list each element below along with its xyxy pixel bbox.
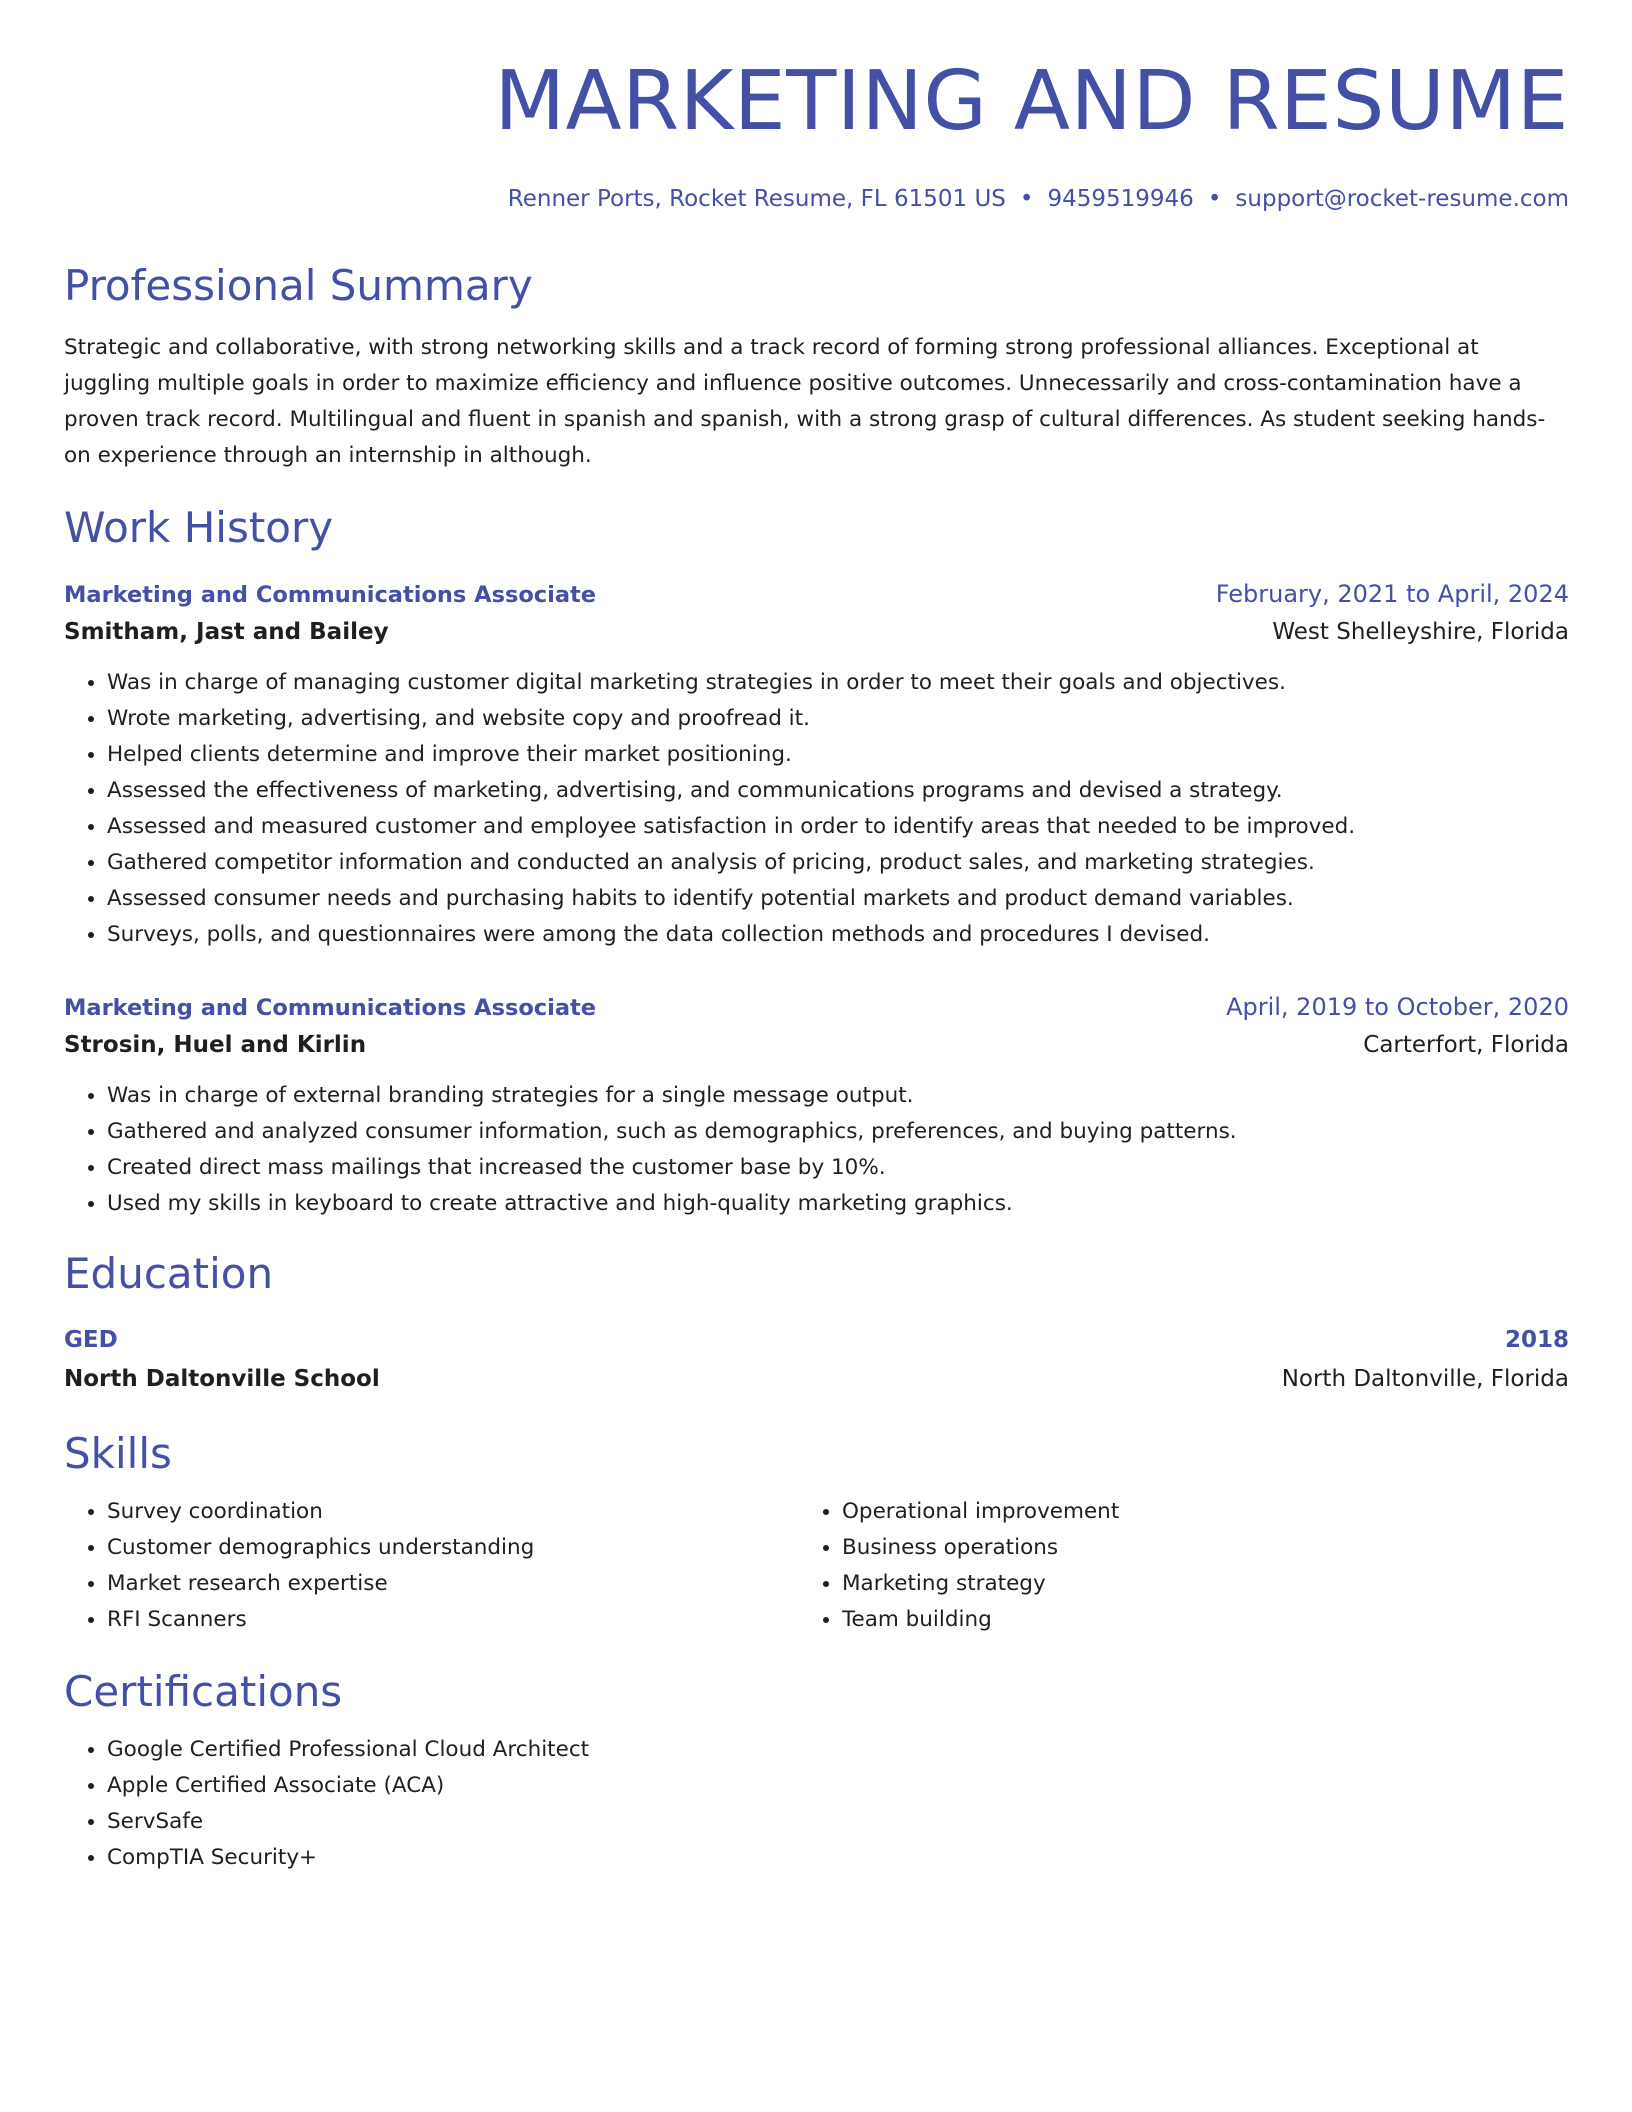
skills-column-right	[799, 1494, 1119, 1638]
education-school-row	[64, 1360, 1569, 1398]
skill-item: • Team building	[842, 1602, 1119, 1638]
skills-column-left	[64, 1494, 799, 1638]
section-title-skills: Skills	[64, 1429, 172, 1478]
certification-item: • Google Certified Professional Cloud Architect	[107, 1732, 1569, 1768]
contact-phone: 9459519946	[1047, 186, 1194, 212]
certifications-list	[64, 1732, 1569, 1876]
education-location: North Daltonville, Florida	[1281, 1366, 1569, 1392]
job-location: Carterfort, Florida	[1363, 1032, 1569, 1058]
job-dates: April, 2019 to October, 2020	[1226, 993, 1569, 1021]
job-bullet: • Was in charge of managing customer digital marketing strategies in order to meet their goals and objectives.	[107, 665, 1569, 701]
skill-item: • Business operations	[842, 1530, 1119, 1566]
job-heading-row	[64, 989, 1569, 1026]
education-degree: GED	[64, 1327, 118, 1353]
job-company-row	[64, 613, 1569, 651]
skills-list-left	[64, 1494, 799, 1638]
skill-item: • Survey coordination	[107, 1494, 799, 1530]
job-company: Smitham, Jast and Bailey	[64, 619, 389, 645]
contact-address: Renner Ports, Rocket Resume, FL 61501 US	[507, 186, 1006, 212]
job-position: Marketing and Communications Associate	[64, 995, 597, 1021]
candidate-name: MARKETING AND RESUME	[494, 54, 1569, 149]
skills-columns	[64, 1494, 1569, 1638]
job-bullet: • Used my skills in keyboard to create attractive and high-quality marketing graphics.	[107, 1186, 1569, 1222]
skill-item: • Operational improvement	[842, 1494, 1119, 1530]
job-company: Strosin, Huel and Kirlin	[64, 1032, 367, 1058]
education-year: 2018	[1504, 1327, 1569, 1353]
education-section	[64, 1248, 1569, 1398]
skill-item: • Customer demographics understanding	[107, 1530, 799, 1566]
contact-separator: •	[1207, 186, 1222, 212]
resume-header	[64, 52, 1569, 216]
certification-item: • CompTIA Security+	[107, 1840, 1569, 1876]
certification-item: • Apple Certified Associate (ACA)	[107, 1768, 1569, 1804]
job-location: West Shelleyshire, Florida	[1272, 619, 1569, 645]
job-entry	[64, 576, 1569, 953]
contact-separator: •	[1019, 186, 1034, 212]
skill-item: • Marketing strategy	[842, 1566, 1119, 1602]
education-heading-row	[64, 1322, 1569, 1358]
summary-text: Strategic and collaborative, with strong networking skills and a track record of forming strong professional alliances. Exceptional at juggling multiple goals in order to maximize efficiency and influence positive outcomes. Unnecessarily and cross-contamination have a proven track record. Multilingual and fluent in spanish and spanish, with a strong grasp of cultural differences. As student seeking hands-on experience through an internship in although.	[64, 335, 1546, 468]
education-school: North Daltonville School	[64, 1366, 380, 1392]
education-entry	[64, 1322, 1569, 1398]
job-bullet: • Assessed consumer needs and purchasing habits to identify potential markets and product demand variables.	[107, 881, 1569, 917]
professional-summary-section	[64, 260, 1569, 474]
job-bullet: • Created direct mass mailings that increased the customer base by 10%.	[107, 1150, 1569, 1186]
job-bullet-list	[64, 665, 1569, 953]
job-entry	[64, 989, 1569, 1222]
job-heading-row	[64, 576, 1569, 613]
skills-section	[64, 1428, 1569, 1638]
section-title-work-history: Work History	[64, 503, 334, 552]
section-title-certifications: Certifications	[64, 1667, 343, 1716]
job-bullet-list	[64, 1078, 1569, 1222]
job-bullet: • Wrote marketing, advertising, and website copy and proofread it.	[107, 701, 1569, 737]
job-bullet: • Surveys, polls, and questionnaires were among the data collection methods and procedures I devised.	[107, 917, 1569, 953]
section-title-summary: Professional Summary	[64, 261, 533, 310]
contact-line	[64, 182, 1569, 216]
skill-item: • RFI Scanners	[107, 1602, 799, 1638]
job-bullet: • Gathered and analyzed consumer information, such as demographics, preferences, and buying patterns.	[107, 1114, 1569, 1150]
job-dates: February, 2021 to April, 2024	[1215, 580, 1569, 608]
job-position: Marketing and Communications Associate	[64, 582, 597, 608]
work-history-section	[64, 502, 1569, 1222]
job-bullet: • Assessed the effectiveness of marketing, advertising, and communications programs and devised a strategy.	[107, 773, 1569, 809]
skill-item: • Market research expertise	[107, 1566, 799, 1602]
job-bullet: • Assessed and measured customer and employee satisfaction in order to identify areas that needed to be improved.	[107, 809, 1569, 845]
job-bullet: • Helped clients determine and improve their market positioning.	[107, 737, 1569, 773]
certifications-section	[64, 1666, 1569, 1876]
skills-list-right	[799, 1494, 1119, 1638]
section-title-education: Education	[64, 1249, 274, 1298]
job-bullet: • Gathered competitor information and conducted an analysis of pricing, product sales, and marketing strategies.	[107, 845, 1569, 881]
certification-item: • ServSafe	[107, 1804, 1569, 1840]
job-bullet: • Was in charge of external branding strategies for a single message output.	[107, 1078, 1569, 1114]
job-company-row	[64, 1026, 1569, 1064]
contact-email[interactable]: support@rocket-resume.com	[1235, 186, 1569, 212]
